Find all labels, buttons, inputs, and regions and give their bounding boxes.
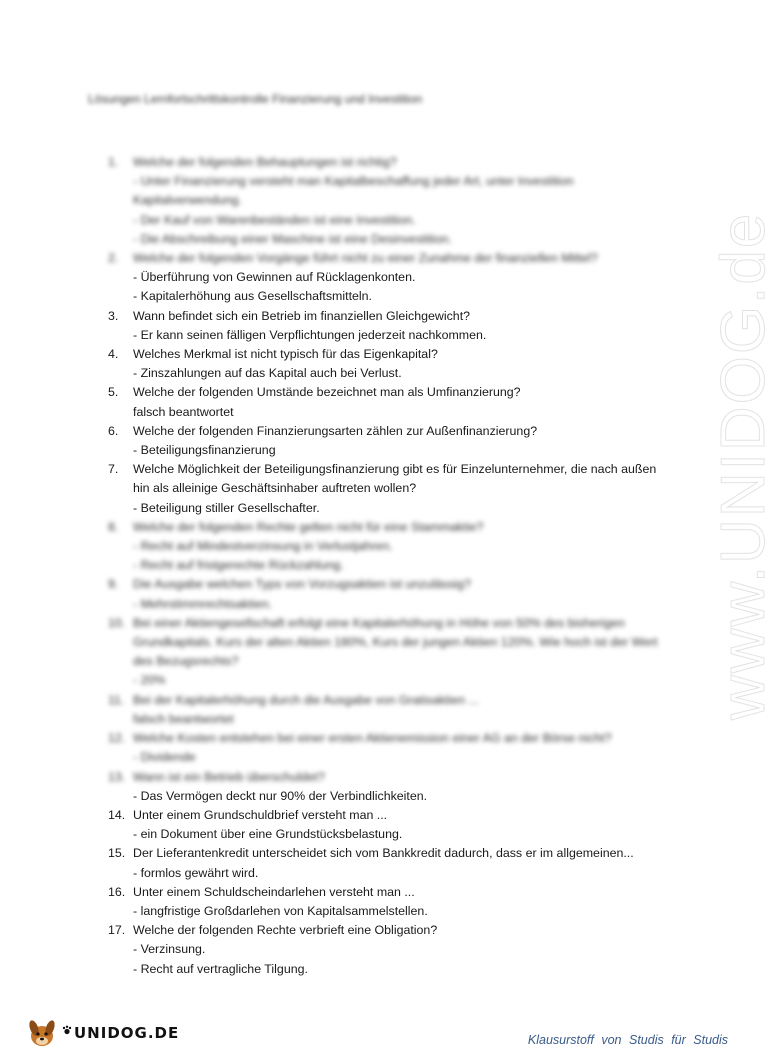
answer-line: - Beteiligung stiller Gesellschafter. — [133, 500, 320, 515]
question-row — [108, 383, 668, 402]
answer-line: - 20% — [133, 673, 166, 688]
question-row — [108, 614, 668, 672]
question-text: Bei der Kapitalerhöhung durch die Ausgabe von Gratisaktien ... — [133, 692, 479, 707]
question-number: 9. — [108, 577, 119, 592]
question-number: 17. — [108, 923, 126, 938]
answer-line: - Die Abschreibung einer Maschine ist eine Desinvestition. — [133, 231, 452, 246]
question-item — [108, 460, 668, 518]
question-row — [108, 806, 668, 825]
answer-line: - langfristige Großdarlehen von Kapitalsammelstellen. — [133, 903, 428, 918]
question-row — [108, 729, 668, 748]
question-item — [108, 153, 668, 249]
answer-line: - Recht auf vertragliche Tilgung. — [133, 961, 308, 976]
question-text: Die Ausgabe welchen Typs von Vorzugsaktien ist unzulässig? — [133, 577, 471, 592]
answer-line: - Beteiligungsfinanzierung — [133, 443, 276, 458]
question-item — [108, 307, 668, 345]
answer-line: - Zinszahlungen auf das Kapital auch bei Verlust. — [133, 366, 402, 381]
question-number: 8. — [108, 519, 119, 534]
answer-line: falsch beantwortet — [133, 711, 234, 726]
question-text: Bei einer Aktiengesellschaft erfolgt eine Kapitalerhöhung in Höhe von 50% des bisherigen Grundkapitals. Kurs der alten Aktien 180%, Kurs der jungen Aktien 120%. Wie hoch ist der Wert des Bezugsrechts? — [133, 615, 658, 669]
answer-line: - Kapitalerhöhung aus Gesellschaftsmitteln. — [133, 289, 372, 304]
question-row — [108, 691, 668, 710]
question-text: Der Lieferantenkredit unterscheidet sich vom Bankkredit dadurch, dass er im allgemeinen... — [133, 846, 634, 861]
question-number: 11. — [108, 692, 125, 707]
question-number: 3. — [108, 308, 119, 323]
question-text: Welche Kosten entstehen bei einer ersten Aktienemission einer AG an der Börse nicht? — [133, 731, 612, 746]
question-text: Unter einem Schuldscheindarlehen versteht man ... — [133, 884, 415, 899]
question-item — [108, 883, 668, 921]
question-number: 6. — [108, 423, 119, 438]
question-row — [108, 921, 668, 940]
footer-tagline: Klausurstoff von Studis für Studis — [527, 1033, 728, 1047]
question-text: Welche der folgenden Vorgänge führt nicht zu einer Zunahme der finanziellen Mittel? — [133, 251, 598, 266]
footer-logo[interactable] — [26, 1016, 179, 1050]
question-row — [108, 460, 668, 498]
answer-line: - Recht auf fristgerechte Rückzahlung. — [133, 558, 344, 573]
question-list — [108, 153, 668, 979]
question-row — [108, 307, 668, 326]
question-text: Welche der folgenden Rechte verbrieft eine Obligation? — [133, 923, 438, 938]
question-row — [108, 575, 668, 594]
question-item — [108, 345, 668, 383]
question-number: 13. — [108, 769, 126, 784]
question-item — [108, 691, 668, 729]
question-number: 5. — [108, 385, 119, 400]
question-number: 16. — [108, 884, 126, 899]
question-number: 1. — [108, 155, 119, 169]
question-row — [108, 844, 668, 863]
paw-icon — [62, 1025, 72, 1035]
question-text: Wann befindet sich ein Betrieb im finanziellen Gleichgewicht? — [133, 308, 471, 323]
answer-line: - formlos gewährt wird. — [133, 865, 259, 880]
question-number: 2. — [108, 251, 119, 266]
question-item — [108, 921, 668, 979]
question-text: Unter einem Grundschuldbrief versteht man ... — [133, 807, 388, 822]
question-item — [108, 768, 668, 806]
question-text: Welche Möglichkeit der Beteiligungsfinanzierung gibt es für Einzelunternehmer, die nach außen hin als alleinige Geschäftsinhaber auftreten wollen? — [133, 462, 657, 496]
answer-line: - Mehrstimmrechtsaktien. — [133, 596, 273, 611]
question-item — [108, 729, 668, 767]
question-row — [108, 345, 668, 364]
answer-line: - Recht auf Mindestverzinsung in Verlustjahren. — [133, 539, 393, 554]
answer-line: falsch beantwortet — [133, 404, 234, 419]
answer-line: - Er kann seinen fälligen Verpflichtungen jederzeit nachkommen. — [133, 327, 487, 342]
question-text: Welche der folgenden Umstände bezeichnet man als Umfinanzierung? — [133, 385, 521, 400]
question-item — [108, 844, 668, 882]
logo-text: UNIDOG.DE — [74, 1024, 180, 1042]
question-row — [108, 768, 668, 787]
question-item — [108, 575, 668, 613]
question-item — [108, 383, 668, 421]
question-item — [108, 518, 668, 576]
answer-line: - Dividende — [133, 750, 196, 765]
question-item — [108, 249, 668, 307]
question-row — [108, 249, 668, 268]
question-row — [108, 883, 668, 902]
question-number: 12. — [108, 731, 126, 746]
question-number: 15. — [108, 846, 126, 861]
question-item — [108, 422, 668, 460]
page-title: Lösungen Lernfortschrittskontrolle Finanzierung und Investition — [88, 92, 423, 106]
question-row — [108, 422, 668, 441]
question-number: 14. — [108, 807, 126, 822]
answer-line: - Der Kauf von Warenbeständen ist eine Investition. — [133, 212, 416, 227]
question-number: 4. — [108, 347, 119, 362]
question-item — [108, 806, 668, 844]
question-text: Welche der folgenden Rechte gelten nicht für eine Stammaktie? — [133, 519, 484, 534]
question-text: Wann ist ein Betrieb überschuldet? — [133, 769, 325, 784]
dog-icon — [26, 1016, 60, 1050]
watermark: www.UNIDOG.de — [709, 211, 778, 720]
question-text: Welche der folgenden Behauptungen ist richtig? — [133, 155, 397, 169]
answer-line: - Überführung von Gewinnen auf Rücklagenkonten. — [133, 270, 416, 285]
question-number: 10. — [108, 615, 126, 630]
question-text: Welche der folgenden Finanzierungsarten zählen zur Außenfinanzierung? — [133, 423, 538, 438]
question-text: Welches Merkmal ist nicht typisch für das Eigenkapital? — [133, 347, 438, 362]
answer-line: - ein Dokument über eine Grundstücksbelastung. — [133, 827, 403, 842]
answer-line: - Das Vermögen deckt nur 90% der Verbindlichkeiten. — [133, 788, 428, 803]
question-row — [108, 153, 668, 172]
answer-line: - Verzinsung. — [133, 942, 206, 957]
answer-line: - Unter Finanzierung versteht man Kapitalbeschaffung jeder Art, unter Investition Kapitalverwendung. — [133, 174, 574, 208]
question-row — [108, 518, 668, 537]
question-number: 7. — [108, 462, 119, 477]
question-item — [108, 614, 668, 691]
